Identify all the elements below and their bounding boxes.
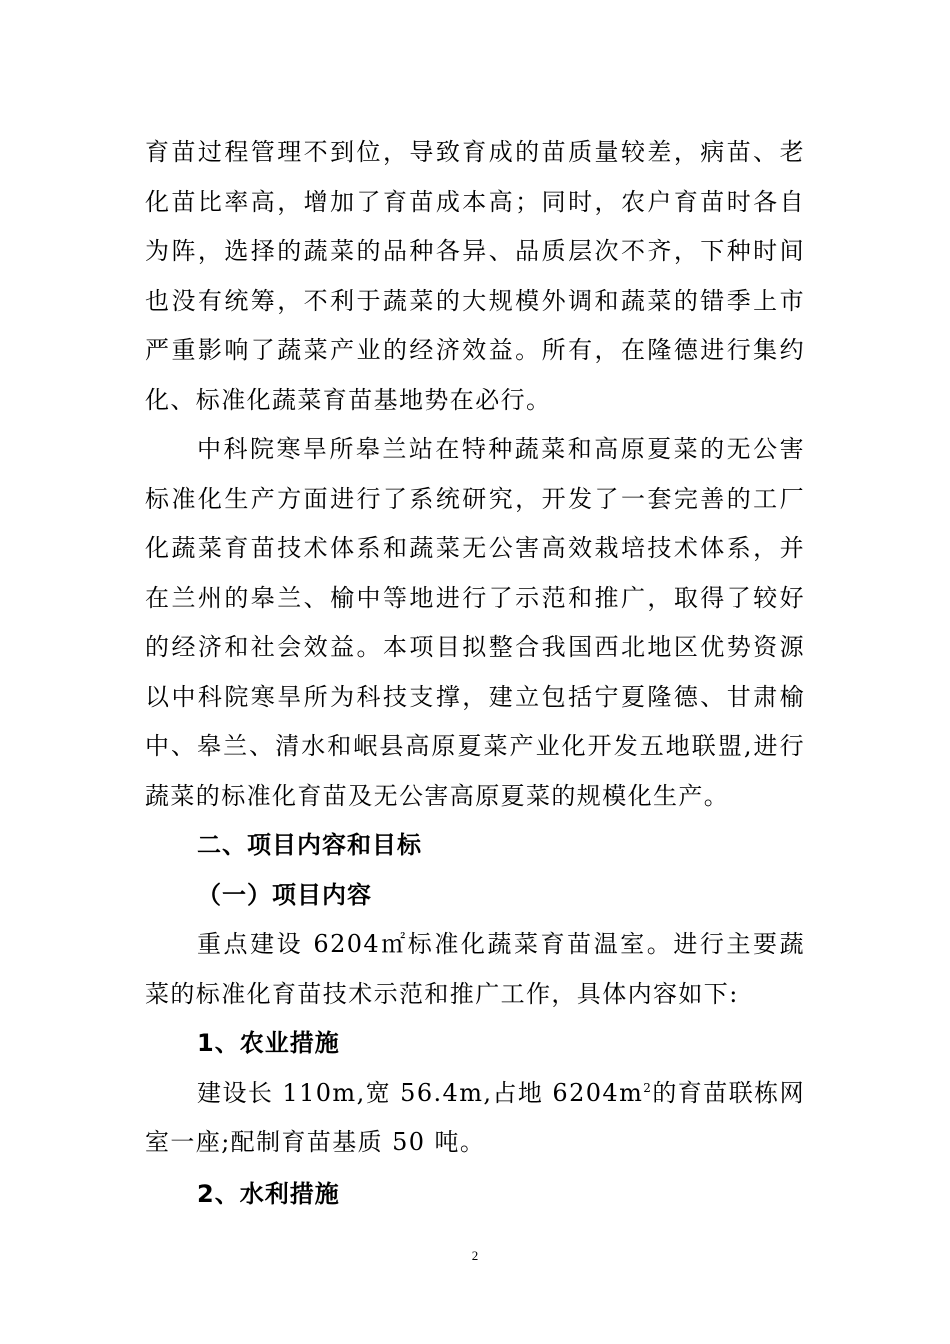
page-content [145, 128, 805, 1219]
item-heading-agricultural-measures: 1、农业措施 [197, 1029, 340, 1057]
greenhouse-spec-text-cont: 的育苗联栋网室一座;配制育苗基质 50 吨。 [145, 1078, 805, 1156]
subsection-heading-project-content: （一）项目内容 [197, 880, 372, 909]
paragraph-greenhouse-spec [145, 1069, 805, 1168]
paragraph-cas-station: 中科院寒旱所皋兰站在特种蔬菜和高原夏菜的无公害标准化生产方面进行了系统研究，开发了一套完善的工厂化蔬菜育苗技术体系和蔬菜无公害高效栽培技术体系，并在兰州的皋兰、榆中等地进行了示范和推广，取得了较好的经济和社会效益。本项目拟整合我国西北地区优势资源以中科院寒旱所为科技支撑，建立包括宁夏隆德、甘肃榆中、皋兰、清水和岷县高原夏菜产业化开发五地联盟,进行蔬菜的标准化育苗及无公害高原夏菜的规模化生产。 [145, 435, 805, 810]
page-number: 2 [471, 1248, 479, 1263]
superscript-squared: 2 [643, 1080, 653, 1095]
greenhouse-spec-text: 建设长 110m,宽 56.4m,占地 6204m [197, 1078, 644, 1107]
item-heading-water-measures: 2、水利措施 [197, 1179, 340, 1208]
section-heading-project-content-goals: 二、项目内容和目标 [197, 831, 422, 859]
paragraph-key-construction: 重点建设 6204㎡标准化蔬菜育苗温室。进行主要蔬菜的标准化育苗技术示范和推广工作，具体内容如下: [145, 930, 805, 1008]
paragraph-seedling-problems: 育苗过程管理不到位，导致育成的苗质量较差，病苗、老化苗比率高，增加了育苗成本高；同时，农户育苗时各自为阵，选择的蔬菜的品种各异、品质层次不齐，下种时间也没有统筹，不利于蔬菜的大规模外调和蔬菜的错季上市严重影响了蔬菜产业的经济效益。所有，在隆德进行集约化、标准化蔬菜育苗基地势在必行。 [145, 138, 805, 414]
